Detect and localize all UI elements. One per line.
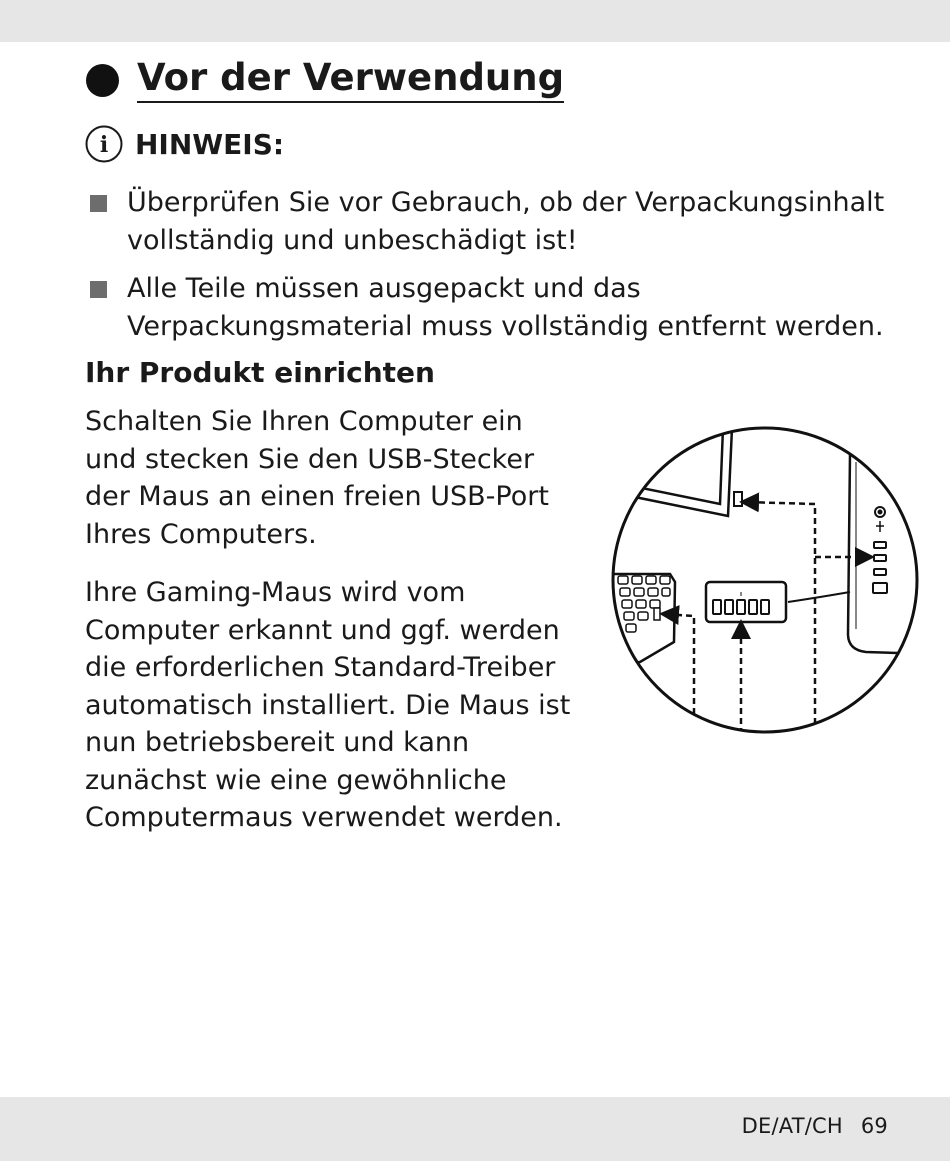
usb-connection-illustration	[610, 424, 920, 736]
setup-paragraph-2: Ihre Gaming-Maus wird vom Computer erkannt und ggf. werden die erforderlichen Standard-Treiber automatisch installiert. Die Maus ist nun betriebsbereit und kann zunächst wie eine gewöhnliche Computermaus verwendet werden.	[85, 577, 571, 833]
info-icon	[84, 124, 124, 164]
footer-region: DE/AT/CH	[741, 1114, 843, 1138]
square-bullet-icon	[90, 195, 107, 212]
note-item-text: Überprüfen Sie vor Gebrauch, ob der Verpackungsinhalt vollständig und unbeschädigt ist!	[127, 187, 885, 256]
svg-text:i: i	[99, 132, 109, 158]
square-bullet-icon	[90, 281, 107, 298]
page-footer	[742, 1114, 888, 1138]
note-heading: HINWEIS:	[135, 128, 285, 161]
section-bullet-icon	[86, 64, 119, 97]
section-title: Vor der Verwendung	[137, 56, 564, 103]
setup-paragraph-1: Schalten Sie Ihren Computer ein und stecken Sie den USB-Stecker der Maus an einen freien USB-Port Ihres Computers.	[85, 406, 549, 550]
note-item-text: Alle Teile müssen ausgepackt und das Verpackungsmaterial muss vollständig entfernt werden.	[127, 273, 884, 342]
top-band	[0, 0, 950, 42]
setup-heading: Ihr Produkt einrichten	[85, 356, 435, 389]
page-number: 69	[860, 1114, 888, 1138]
